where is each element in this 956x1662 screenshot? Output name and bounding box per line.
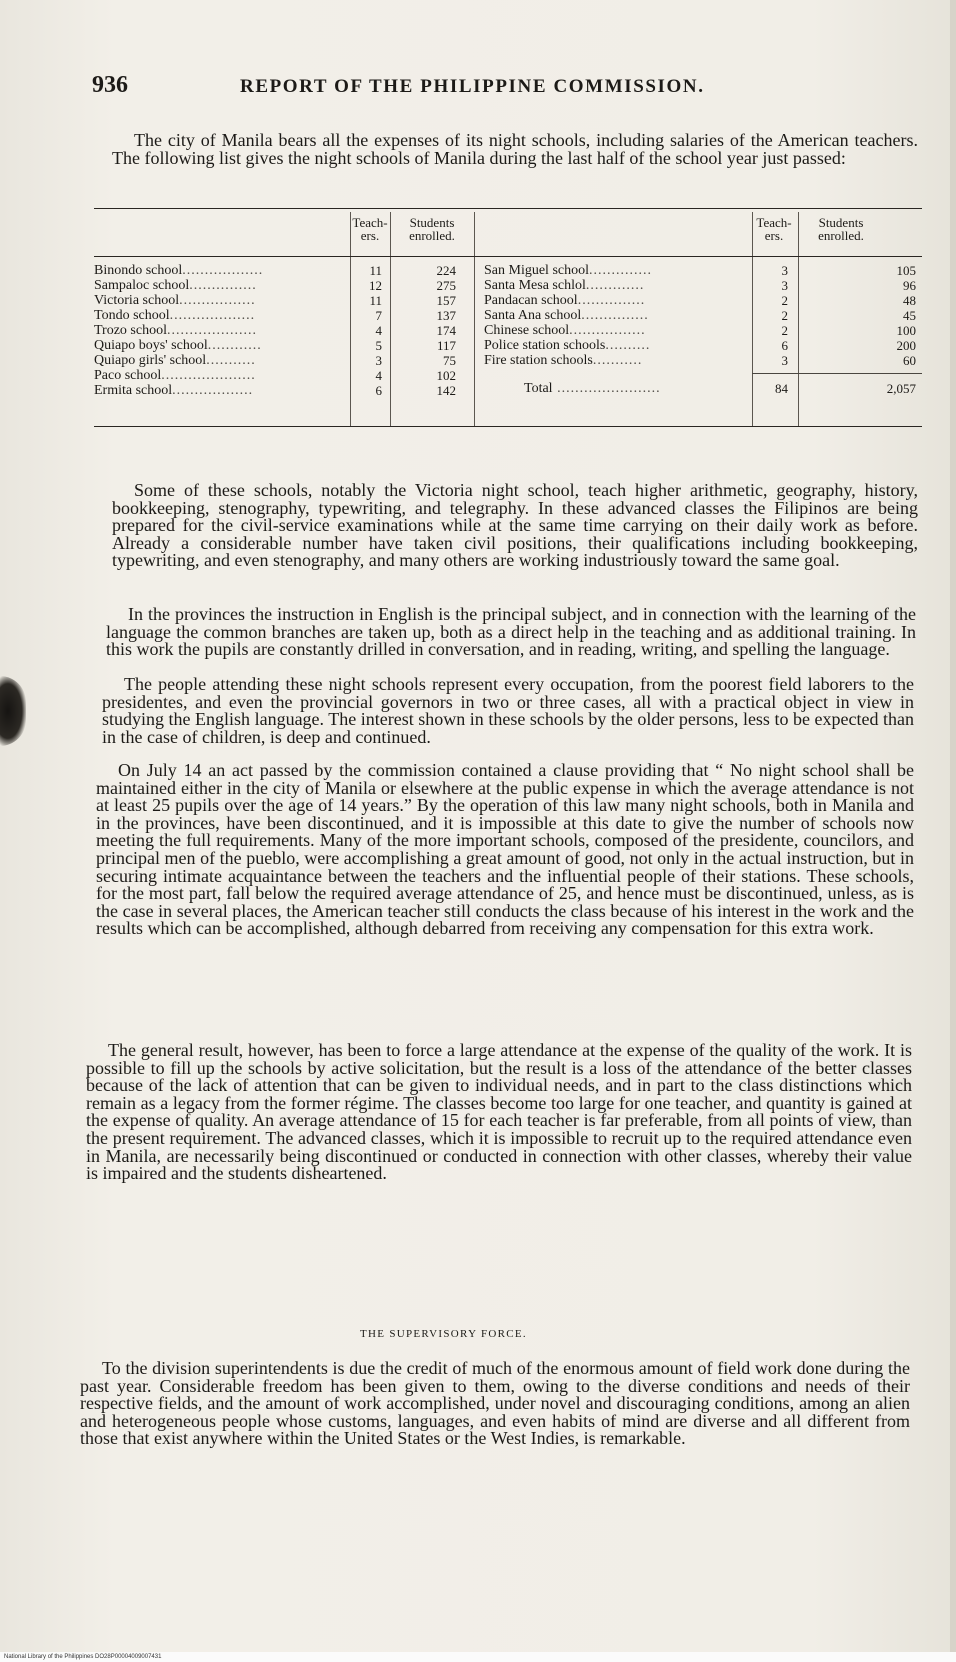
- school-name: Police station schools: [484, 338, 606, 353]
- students-cell: 48: [903, 293, 916, 308]
- final-paragraph: To the division superintendents is due the credit of much of the enormous amount of field work done during the past year. Considerable freedom has been given to them, owing to the diverse conditions and needs of their respective fields, and the amount of work accomplished, under novel and discouraging conditions, among an alien and heterogeneous people whose customs, languages, and even habits of mind are diverse and all different from those that exist anywhere within the United States or the West Indies, is remarkable.: [80, 1358, 910, 1449]
- page-number: 936: [92, 72, 128, 98]
- table-row: [484, 294, 645, 308]
- students-cell: 45: [903, 308, 916, 323]
- school-name: San Miguel school: [484, 263, 589, 278]
- students-cell: 275: [436, 278, 456, 293]
- table-col-divider: [390, 212, 391, 426]
- teachers-cell: 11: [369, 293, 382, 308]
- table-bottom-rule: [94, 426, 922, 427]
- students-cell: 102: [436, 368, 456, 383]
- table-row: [94, 324, 257, 338]
- table-row: [484, 354, 642, 368]
- table-header-rule: [94, 256, 922, 257]
- total-row: [524, 382, 661, 396]
- dot-leader: ..............: [589, 263, 652, 278]
- table-row: [94, 369, 256, 383]
- students-cell: 200: [896, 338, 916, 353]
- students-cell: 60: [903, 353, 916, 368]
- teachers-cell: 3: [781, 353, 788, 368]
- table-row: [94, 309, 255, 323]
- dot-leader: ..................: [172, 383, 254, 398]
- teachers-cell: 6: [781, 338, 788, 353]
- table-col-divider: [798, 212, 799, 426]
- school-name: Trozo school: [94, 323, 167, 338]
- teachers-cell: 5: [375, 338, 382, 353]
- paragraph: The general result, however, has been to force a large attendance at the expense of the quality of the work. It is possible to fill up the schools by active solicitation, but the result is a loss of the attendance of the better classes because of the lack of attention that can be given to individual needs, and in part to the class distinctions which remain as a legacy from the former régime. The classes become too large for one teacher, and quantity is gained at the expense of quality. An average attendance of 15 for each teacher is far preferable, from all points of view, than the present requirement. The advanced classes, which it is impossible to recruit up to the required attendance even in Manila, are necessarily being discontinued or conducted in connection with other classes, whereby their value is impaired and the students disheartened.: [86, 1040, 912, 1184]
- col-header-teachers-right: Teach-ers.: [756, 215, 792, 243]
- school-name: Fire station schools: [484, 353, 593, 368]
- students-cell: 105: [896, 263, 916, 278]
- table-top-rule: [94, 208, 922, 209]
- students-cell: 137: [436, 308, 456, 323]
- scan-footer: National Library of the Philippines DO28P00004009007431: [4, 1654, 162, 1660]
- teachers-cell: 4: [375, 323, 382, 338]
- paragraph: The people attending these night schools represent every occupation, from the poorest field laborers to the presidentes, and even the provincial governors in two or three cases, all with a practical object in view in studying the English language. The interest shown in these schools by the older persons, less to be expected than in the case of children, is deep and continued.: [102, 674, 914, 747]
- dot-leader: ..................: [182, 263, 264, 278]
- table-row: [94, 339, 262, 353]
- school-name: Quiapo girls' school: [94, 353, 207, 368]
- dot-leader: ..........: [605, 338, 651, 353]
- school-name: Santa Mesa schlol: [484, 278, 586, 293]
- school-name: Ermita school: [94, 383, 173, 398]
- teachers-cell: 12: [369, 278, 382, 293]
- total-label: Total: [524, 381, 553, 396]
- paragraph: On July 14 an act passed by the commission contained a clause providing that “ No night school shall be maintained either in the city of Manila or elsewhere at the public expense in which the average attendance is not at least 25 pupils over the age of 14 years.” By the operation of this law many night schools, both in Manila and in the provinces, have been discontinued, and it is impossible at this date to give the number of schools now meeting the full requirements. Many of the more important schools, composed of the presidente, councilors, and principal men of the pueblo, were accomplishing a great amount of good, not only in the actual instruction, but in securing intimate acquaintance between the teachers and the influential people of their stations. These schools, for the most part, fall below the required average attendance of 25, and hence must be discontinued, unless, as is the case in several places, the American teacher still conducts the class because of his interest in the work and the results which can be accomplished, although debarred from receiving any compensation for this extra work.: [96, 760, 914, 939]
- total-rule: [752, 373, 922, 374]
- students-cell: 75: [443, 353, 456, 368]
- students-cell: 157: [436, 293, 456, 308]
- dot-leader: ...............: [577, 293, 646, 308]
- night-schools-table: [94, 208, 922, 432]
- dot-leader: ............: [207, 338, 262, 353]
- dot-leader: ....................: [167, 323, 257, 338]
- teachers-cell: 4: [375, 368, 382, 383]
- section-heading: THE SUPERVISORY FORCE.: [360, 1328, 527, 1340]
- teachers-cell: 2: [781, 293, 788, 308]
- table-row: [484, 264, 652, 278]
- table-row: [94, 354, 256, 368]
- school-name: Sampaloc school: [94, 278, 190, 293]
- col-header-students-left: Students enrolled.: [409, 215, 455, 243]
- table-row: [484, 309, 649, 323]
- total-students: 2,057: [886, 381, 916, 396]
- dot-leader: ...........: [592, 353, 643, 368]
- school-name: Binondo school: [94, 263, 183, 278]
- table-row: [94, 384, 253, 398]
- table-row: [94, 279, 257, 293]
- binding-blot: [0, 676, 26, 746]
- school-name: Santa Ana school: [484, 308, 582, 323]
- table-row: [484, 279, 644, 293]
- table-row: [94, 294, 256, 308]
- students-cell: 100: [896, 323, 916, 338]
- school-name: Tondo school: [94, 308, 170, 323]
- teachers-cell: 11: [369, 263, 382, 278]
- page-edge-shadow: [950, 0, 956, 1662]
- dot-leader: .......................: [552, 381, 661, 396]
- students-cell: 174: [436, 323, 456, 338]
- page-header: [92, 72, 922, 102]
- dot-leader: .....................: [161, 368, 256, 383]
- students-cell: 117: [436, 338, 456, 353]
- teachers-cell: 3: [375, 353, 382, 368]
- table-row: [484, 324, 646, 338]
- paragraph: In the provinces the instruction in English is the principal subject, and in connection with the learning of the language the common branches are taken up, both as a direct help in the teaching and as additional training. In this work the pupils are constantly drilled in conversation, and in reading, writing, and spelling the language.: [106, 604, 916, 660]
- intro-paragraph: The city of Manila bears all the expenses of its night schools, including salaries of the American teachers. The following list gives the night schools of Manila during the last half of the school year just passed:: [112, 130, 918, 168]
- dot-leader: ...................: [169, 308, 256, 323]
- dot-leader: .................: [179, 293, 256, 308]
- col-header-students-right: Students enrolled.: [818, 215, 864, 243]
- teachers-cell: 6: [375, 383, 382, 398]
- paragraph: Some of these schools, notably the Victoria night school, teach higher arithmetic, geography, history, bookkeeping, stenography, typewriting, and telegraphy. In these advanced classes the Filipinos are being prepared for the civil-service examinations while at the same time carrying on their daily work as before. Already a considerable number have taken civil positions, their qualifications including bookkeeping, typewriting, and even stenography, and many others are working industriously toward the same goal.: [112, 480, 918, 571]
- students-cell: 224: [436, 263, 456, 278]
- school-name: Quiapo boys' school: [94, 338, 208, 353]
- school-name: Paco school: [94, 368, 162, 383]
- running-head: REPORT OF THE PHILIPPINE COMMISSION.: [240, 76, 705, 97]
- dot-leader: ...............: [189, 278, 257, 293]
- school-name: Victoria school: [94, 293, 180, 308]
- dot-leader: .............: [585, 278, 645, 293]
- table-row: [94, 264, 263, 278]
- total-teachers: 84: [775, 381, 788, 396]
- dot-leader: ...........: [206, 353, 256, 368]
- dot-leader: .................: [569, 323, 646, 338]
- school-name: Pandacan school: [484, 293, 578, 308]
- school-name: Chinese school: [484, 323, 570, 338]
- teachers-cell: 3: [781, 263, 788, 278]
- teachers-cell: 3: [781, 278, 788, 293]
- table-row: [484, 339, 650, 353]
- teachers-cell: 2: [781, 308, 788, 323]
- students-cell: 96: [903, 278, 916, 293]
- col-header-teachers-left: Teach-ers.: [352, 215, 388, 243]
- dot-leader: ...............: [581, 308, 649, 323]
- teachers-cell: 2: [781, 323, 788, 338]
- students-cell: 142: [436, 383, 456, 398]
- table-col-divider: [474, 212, 475, 426]
- teachers-cell: 7: [375, 308, 382, 323]
